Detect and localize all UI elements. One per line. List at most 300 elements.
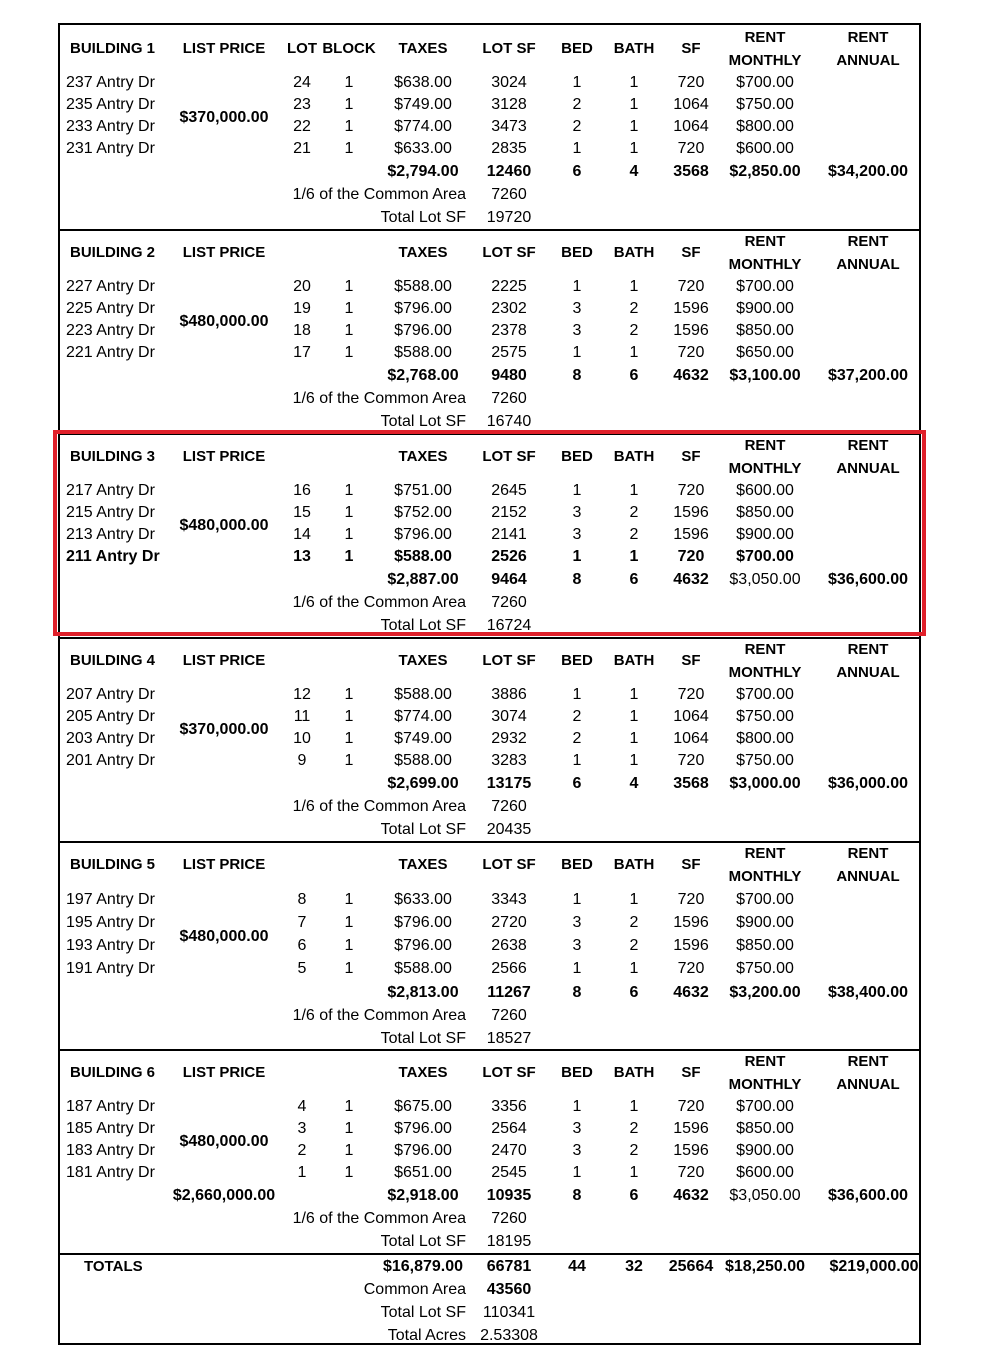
- common-area-sf: 7260: [491, 390, 527, 407]
- unit-rent-monthly: $850.00: [736, 1120, 794, 1137]
- unit-bed: 2: [572, 708, 582, 725]
- subtotal-rent-annual: $36,600.00: [827, 571, 909, 588]
- unit-address: 205 Antry Dr: [66, 708, 155, 725]
- building-block: [60, 229, 919, 435]
- unit-lot: 17: [293, 344, 311, 361]
- unit-lot: 10: [293, 730, 311, 747]
- unit-bed: 1: [572, 344, 582, 361]
- header-list-price: LIST PRICE: [182, 40, 266, 57]
- subtotal-sf: 3568: [673, 163, 709, 180]
- unit-block: 1: [344, 548, 354, 565]
- subtotal-rent-annual: $36,600.00: [827, 1187, 909, 1204]
- unit-rent-monthly: $850.00: [736, 322, 794, 339]
- unit-lot: 7: [297, 914, 307, 931]
- header-rent-annual: ANNUAL: [836, 256, 900, 273]
- unit-lot-sf: 2575: [491, 344, 527, 361]
- unit-block: 1: [344, 344, 354, 361]
- unit-block: 1: [344, 937, 354, 954]
- subtotal-bath: 6: [629, 571, 639, 588]
- header-lot-sf: LOT SF: [482, 1064, 536, 1081]
- building-block: [60, 841, 919, 1051]
- unit-lot: 23: [293, 96, 311, 113]
- header-sf: SF: [681, 856, 701, 873]
- unit-bath: 2: [629, 937, 639, 954]
- unit-bed: 1: [572, 752, 582, 769]
- unit-bath: 2: [629, 526, 639, 543]
- unit-sf: 720: [677, 278, 705, 295]
- subtotal-rent-monthly: $3,000.00: [729, 775, 801, 792]
- unit-rent-monthly: $900.00: [736, 1142, 794, 1159]
- unit-rent-monthly: $600.00: [736, 482, 794, 499]
- unit-block: 1: [344, 914, 354, 931]
- unit-rent-monthly: $750.00: [736, 960, 794, 977]
- header-taxes: TAXES: [398, 40, 448, 57]
- subtotal-bath: 6: [629, 367, 639, 384]
- header-taxes: TAXES: [398, 244, 448, 261]
- unit-taxes: $796.00: [394, 322, 452, 339]
- unit-bed: 1: [572, 74, 582, 91]
- header-list-price: LIST PRICE: [182, 652, 266, 669]
- unit-bath: 2: [629, 914, 639, 931]
- unit-rent-monthly: $850.00: [736, 504, 794, 521]
- unit-block: 1: [344, 1120, 354, 1137]
- unit-lot-sf: 2152: [491, 504, 527, 521]
- unit-address: 191 Antry Dr: [66, 960, 155, 977]
- building-list-price: $480,000.00: [179, 313, 269, 330]
- unit-sf: 1596: [673, 937, 709, 954]
- subtotal-lot-sf: 9480: [491, 367, 527, 384]
- total-lot-sf: 19720: [486, 209, 532, 226]
- unit-bed: 3: [572, 937, 582, 954]
- unit-bed: 3: [572, 504, 582, 521]
- unit-lot-sf: 2470: [491, 1142, 527, 1159]
- building-block: [60, 433, 919, 639]
- unit-sf: 720: [677, 74, 705, 91]
- header-rent-monthly: MONTHLY: [728, 52, 802, 69]
- unit-rent-monthly: $700.00: [736, 1098, 794, 1115]
- header-rent-annual: ANNUAL: [836, 52, 900, 69]
- header-bed: BED: [561, 40, 593, 57]
- subtotal-lot-sf: 12460: [486, 163, 532, 180]
- unit-taxes: $752.00: [394, 504, 452, 521]
- header-list-price: LIST PRICE: [182, 1064, 266, 1081]
- building-name: BUILDING 5: [70, 856, 156, 873]
- unit-address: 211 Antry Dr: [66, 548, 160, 565]
- subtotal-bed: 6: [572, 163, 582, 180]
- unit-bath: 1: [629, 730, 639, 747]
- unit-lot: 16: [293, 482, 311, 499]
- totals-rent-annual: $219,000.00: [829, 1258, 919, 1275]
- unit-rent-monthly: $850.00: [736, 937, 794, 954]
- unit-sf: 720: [677, 891, 705, 908]
- building-name: BUILDING 6: [70, 1064, 156, 1081]
- common-area-label: 1/6 of the Common Area: [292, 186, 466, 203]
- unit-lot: 8: [297, 891, 307, 908]
- unit-lot-sf: 2545: [491, 1164, 527, 1181]
- unit-sf: 1064: [673, 708, 709, 725]
- unit-address: 237 Antry Dr: [66, 74, 155, 91]
- building-list-price: $480,000.00: [179, 1133, 269, 1150]
- unit-address: 225 Antry Dr: [66, 300, 155, 317]
- unit-rent-monthly: $700.00: [736, 548, 794, 565]
- unit-taxes: $633.00: [394, 140, 452, 157]
- header-bath: BATH: [613, 40, 655, 57]
- unit-address: 185 Antry Dr: [66, 1120, 155, 1137]
- header-lot: LOT: [287, 40, 317, 57]
- unit-block: 1: [344, 482, 354, 499]
- header-sf: SF: [681, 40, 701, 57]
- unit-taxes: $796.00: [394, 937, 452, 954]
- unit-rent-monthly: $750.00: [736, 752, 794, 769]
- subtotal-bath: 6: [629, 1187, 639, 1204]
- unit-taxes: $588.00: [394, 344, 452, 361]
- unit-sf: 720: [677, 752, 705, 769]
- unit-bath: 1: [629, 548, 639, 565]
- totals-taxes: $16,879.00: [382, 1258, 464, 1275]
- unit-address: 201 Antry Dr: [66, 752, 155, 769]
- header-list-price: LIST PRICE: [182, 244, 266, 261]
- total-lot-sf-label: Total Lot SF: [380, 821, 466, 838]
- common-area-label: 1/6 of the Common Area: [292, 798, 466, 815]
- totals-total-lot-sf-label: Total Lot SF: [380, 1304, 466, 1321]
- unit-lot-sf: 3473: [491, 118, 527, 135]
- totals-common-area-label: Common Area: [363, 1281, 466, 1298]
- unit-sf: 1064: [673, 730, 709, 747]
- unit-lot-sf: 3074: [491, 708, 527, 725]
- property-spreadsheet: [58, 23, 921, 1345]
- unit-bath: 1: [629, 482, 639, 499]
- subtotal-bath: 4: [629, 775, 639, 792]
- unit-sf: 1596: [673, 1142, 709, 1159]
- total-lot-sf-label: Total Lot SF: [380, 413, 466, 430]
- subtotal-rent-monthly: $3,050.00: [729, 1187, 801, 1204]
- unit-rent-monthly: $800.00: [736, 730, 794, 747]
- unit-rent-monthly: $700.00: [736, 686, 794, 703]
- header-bed: BED: [561, 652, 593, 669]
- header-lot-sf: LOT SF: [482, 448, 536, 465]
- unit-block: 1: [344, 322, 354, 339]
- unit-bed: 1: [572, 960, 582, 977]
- unit-bed: 3: [572, 914, 582, 931]
- unit-taxes: $796.00: [394, 526, 452, 543]
- unit-bath: 1: [629, 686, 639, 703]
- unit-sf: 1596: [673, 322, 709, 339]
- unit-lot-sf: 2302: [491, 300, 527, 317]
- unit-taxes: $651.00: [394, 1164, 452, 1181]
- subtotal-lot-sf: 10935: [486, 1187, 532, 1204]
- unit-bath: 1: [629, 891, 639, 908]
- unit-lot-sf: 2645: [491, 482, 527, 499]
- unit-sf: 1596: [673, 300, 709, 317]
- unit-lot-sf: 2141: [491, 526, 527, 543]
- unit-rent-monthly: $900.00: [736, 914, 794, 931]
- unit-bath: 1: [629, 1098, 639, 1115]
- unit-taxes: $588.00: [394, 686, 452, 703]
- building-list-price: $480,000.00: [179, 927, 269, 945]
- unit-sf: 1064: [673, 118, 709, 135]
- unit-block: 1: [344, 300, 354, 317]
- unit-rent-monthly: $900.00: [736, 300, 794, 317]
- subtotal-bed: 8: [572, 984, 582, 1001]
- unit-lot-sf: 2564: [491, 1120, 527, 1137]
- unit-bed: 2: [572, 118, 582, 135]
- unit-lot-sf: 2225: [491, 278, 527, 295]
- subtotal-rent-annual: $34,200.00: [827, 163, 909, 180]
- header-rent-annual-top: RENT: [847, 641, 889, 658]
- unit-lot-sf: 3283: [491, 752, 527, 769]
- total-lot-sf-label: Total Lot SF: [380, 1233, 466, 1250]
- totals-total-acres: 2.53308: [480, 1327, 538, 1344]
- unit-address: 181 Antry Dr: [66, 1164, 155, 1181]
- total-lot-sf: 20435: [486, 821, 532, 838]
- unit-address: 193 Antry Dr: [66, 937, 155, 954]
- unit-block: 1: [344, 960, 354, 977]
- unit-sf: 1596: [673, 1120, 709, 1137]
- unit-block: 1: [344, 118, 354, 135]
- unit-bed: 3: [572, 1120, 582, 1137]
- unit-lot-sf: 3343: [491, 891, 527, 908]
- unit-taxes: $796.00: [394, 300, 452, 317]
- unit-address: 233 Antry Dr: [66, 118, 155, 135]
- unit-bath: 1: [629, 96, 639, 113]
- header-rent-annual-top: RENT: [847, 437, 889, 454]
- unit-rent-monthly: $900.00: [736, 526, 794, 543]
- header-bed: BED: [561, 448, 593, 465]
- unit-lot: 19: [293, 300, 311, 317]
- unit-address: 235 Antry Dr: [66, 96, 155, 113]
- common-area-label: 1/6 of the Common Area: [292, 1007, 466, 1024]
- unit-taxes: $796.00: [394, 1142, 452, 1159]
- header-rent-monthly: MONTHLY: [728, 868, 802, 885]
- header-taxes: TAXES: [398, 448, 448, 465]
- total-lot-sf-label: Total Lot SF: [380, 1030, 466, 1047]
- subtotal-sf: 3568: [673, 775, 709, 792]
- unit-taxes: $588.00: [394, 548, 452, 565]
- unit-lot: 14: [293, 526, 311, 543]
- header-sf: SF: [681, 448, 701, 465]
- totals-rent-monthly: $18,250.00: [724, 1258, 806, 1275]
- subtotal-taxes: $2,794.00: [387, 163, 459, 180]
- unit-lot: 20: [293, 278, 311, 295]
- common-area-label: 1/6 of the Common Area: [292, 1210, 466, 1227]
- header-rent-monthly-top: RENT: [744, 845, 786, 862]
- unit-address: 215 Antry Dr: [66, 504, 155, 521]
- total-lot-sf-label: Total Lot SF: [380, 209, 466, 226]
- header-bath: BATH: [613, 244, 655, 261]
- unit-bed: 1: [572, 891, 582, 908]
- subtotal-rent-annual: $38,400.00: [827, 984, 909, 1001]
- common-area-label: 1/6 of the Common Area: [292, 594, 466, 611]
- unit-bed: 1: [572, 1098, 582, 1115]
- common-area-label: 1/6 of the Common Area: [292, 390, 466, 407]
- unit-sf: 1064: [673, 96, 709, 113]
- subtotal-bed: 6: [572, 775, 582, 792]
- header-rent-annual: ANNUAL: [836, 868, 900, 885]
- header-rent-monthly: MONTHLY: [728, 460, 802, 477]
- total-lot-sf-label: Total Lot SF: [380, 617, 466, 634]
- unit-bed: 2: [572, 96, 582, 113]
- unit-block: 1: [344, 96, 354, 113]
- unit-block: 1: [344, 708, 354, 725]
- unit-lot: 12: [293, 686, 311, 703]
- building-name: BUILDING 4: [70, 652, 156, 669]
- header-rent-monthly-top: RENT: [744, 1053, 786, 1070]
- header-lot-sf: LOT SF: [482, 244, 536, 261]
- header-rent-annual-top: RENT: [847, 1053, 889, 1070]
- unit-block: 1: [344, 1142, 354, 1159]
- unit-sf: 720: [677, 1164, 705, 1181]
- common-area-sf: 7260: [491, 594, 527, 611]
- subtotal-rent-monthly: $3,050.00: [729, 571, 801, 588]
- header-lot-sf: LOT SF: [482, 40, 536, 57]
- unit-lot: 21: [293, 140, 311, 157]
- unit-block: 1: [344, 140, 354, 157]
- building-list-price: $370,000.00: [179, 721, 269, 738]
- unit-address: 195 Antry Dr: [66, 914, 155, 931]
- unit-bed: 2: [572, 730, 582, 747]
- unit-taxes: $749.00: [394, 730, 452, 747]
- unit-sf: 720: [677, 548, 705, 565]
- header-rent-monthly: MONTHLY: [728, 664, 802, 681]
- subtotal-sf: 4632: [673, 571, 709, 588]
- unit-taxes: $749.00: [394, 96, 452, 113]
- unit-taxes: $633.00: [394, 891, 452, 908]
- totals-total-lot-sf: 110341: [482, 1304, 536, 1321]
- header-lot-sf: LOT SF: [482, 652, 536, 669]
- unit-bed: 1: [572, 548, 582, 565]
- subtotal-rent-annual: $37,200.00: [827, 367, 909, 384]
- building-name: BUILDING 1: [70, 40, 156, 57]
- unit-lot-sf: 2378: [491, 322, 527, 339]
- header-lot-sf: LOT SF: [482, 856, 536, 873]
- unit-block: 1: [344, 891, 354, 908]
- unit-taxes: $774.00: [394, 708, 452, 725]
- unit-address: 213 Antry Dr: [66, 526, 155, 543]
- header-rent-annual: ANNUAL: [836, 664, 900, 681]
- unit-bath: 1: [629, 752, 639, 769]
- unit-bed: 3: [572, 1142, 582, 1159]
- header-bath: BATH: [613, 448, 655, 465]
- total-lot-sf: 18195: [486, 1233, 532, 1250]
- header-bed: BED: [561, 244, 593, 261]
- unit-lot-sf: 3024: [491, 74, 527, 91]
- building-name: BUILDING 3: [70, 448, 156, 465]
- unit-lot: 18: [293, 322, 311, 339]
- unit-taxes: $774.00: [394, 118, 452, 135]
- header-rent-monthly: MONTHLY: [728, 1076, 802, 1093]
- subtotal-bed: 8: [572, 571, 582, 588]
- header-rent-annual: ANNUAL: [836, 1076, 900, 1093]
- common-area-sf: 7260: [491, 798, 527, 815]
- common-area-sf: 7260: [491, 186, 527, 203]
- unit-lot: 11: [293, 708, 311, 725]
- header-sf: SF: [681, 652, 701, 669]
- unit-bed: 3: [572, 526, 582, 543]
- unit-lot-sf: 3128: [491, 96, 527, 113]
- unit-rent-monthly: $600.00: [736, 1164, 794, 1181]
- unit-sf: 720: [677, 482, 705, 499]
- unit-lot: 1: [297, 1164, 307, 1181]
- header-block: BLOCK: [322, 40, 376, 57]
- unit-block: 1: [344, 1098, 354, 1115]
- unit-bed: 1: [572, 1164, 582, 1181]
- header-rent-monthly-top: RENT: [744, 641, 786, 658]
- header-rent-annual-top: RENT: [847, 845, 889, 862]
- header-list-price: LIST PRICE: [182, 448, 266, 465]
- total-lot-sf: 18527: [486, 1030, 532, 1047]
- totals-total-acres-label: Total Acres: [387, 1327, 466, 1344]
- unit-address: 231 Antry Dr: [66, 140, 155, 157]
- subtotal-sf: 4632: [673, 367, 709, 384]
- unit-address: 217 Antry Dr: [66, 482, 155, 499]
- subtotal-list-price: $2,660,000.00: [172, 1187, 276, 1204]
- common-area-sf: 7260: [491, 1007, 527, 1024]
- total-lot-sf: 16724: [486, 617, 532, 634]
- unit-lot-sf: 3356: [491, 1098, 527, 1115]
- header-sf: SF: [681, 1064, 701, 1081]
- unit-taxes: $796.00: [394, 914, 452, 931]
- unit-sf: 1596: [673, 914, 709, 931]
- unit-bath: 1: [629, 708, 639, 725]
- unit-taxes: $588.00: [394, 278, 452, 295]
- subtotal-taxes: $2,887.00: [387, 571, 459, 588]
- common-area-sf: 7260: [491, 1210, 527, 1227]
- building-list-price: $480,000.00: [179, 517, 269, 534]
- unit-lot: 9: [297, 752, 307, 769]
- unit-lot: 4: [297, 1098, 307, 1115]
- unit-taxes: $588.00: [394, 752, 452, 769]
- unit-block: 1: [344, 1164, 354, 1181]
- header-rent-monthly: MONTHLY: [728, 256, 802, 273]
- unit-bath: 1: [629, 140, 639, 157]
- unit-taxes: $675.00: [394, 1098, 452, 1115]
- unit-lot-sf: 2526: [491, 548, 527, 565]
- subtotal-bed: 8: [572, 1187, 582, 1204]
- unit-sf: 720: [677, 960, 705, 977]
- subtotal-rent-monthly: $3,100.00: [729, 367, 801, 384]
- subtotal-sf: 4632: [673, 1187, 709, 1204]
- subtotal-sf: 4632: [673, 984, 709, 1001]
- unit-lot: 22: [293, 118, 311, 135]
- header-taxes: TAXES: [398, 856, 448, 873]
- unit-block: 1: [344, 74, 354, 91]
- building-name: BUILDING 2: [70, 244, 156, 261]
- total-lot-sf: 16740: [486, 413, 532, 430]
- unit-block: 1: [344, 686, 354, 703]
- unit-address: 197 Antry Dr: [66, 891, 155, 908]
- unit-address: 183 Antry Dr: [66, 1142, 155, 1159]
- unit-address: 223 Antry Dr: [66, 322, 155, 339]
- unit-bath: 1: [629, 344, 639, 361]
- subtotal-bath: 4: [629, 163, 639, 180]
- totals-lot-sf: 66781: [486, 1258, 532, 1275]
- subtotal-taxes: $2,768.00: [387, 367, 459, 384]
- unit-sf: 720: [677, 686, 705, 703]
- totals-sf: 25664: [668, 1258, 714, 1275]
- unit-bed: 1: [572, 278, 582, 295]
- unit-rent-monthly: $750.00: [736, 96, 794, 113]
- unit-taxes: $588.00: [394, 960, 452, 977]
- unit-block: 1: [344, 278, 354, 295]
- header-bath: BATH: [613, 856, 655, 873]
- header-rent-monthly-top: RENT: [744, 29, 786, 46]
- unit-lot: 24: [293, 74, 311, 91]
- unit-sf: 1596: [673, 526, 709, 543]
- subtotal-rent-monthly: $3,200.00: [729, 984, 801, 1001]
- unit-bath: 2: [629, 1142, 639, 1159]
- unit-bath: 1: [629, 118, 639, 135]
- totals-common-area: 43560: [486, 1281, 532, 1298]
